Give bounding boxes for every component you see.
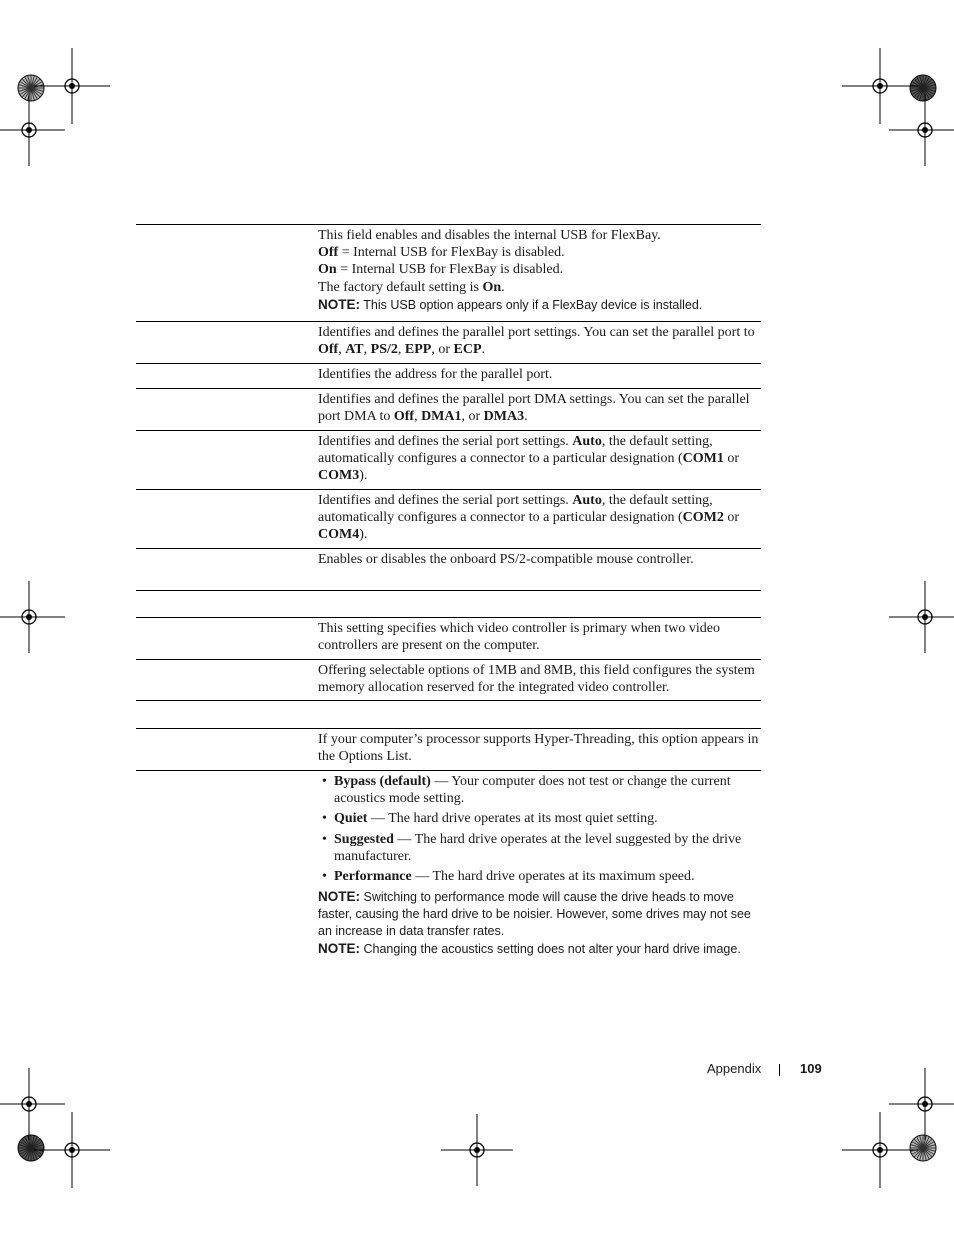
text-run: ).	[359, 527, 368, 543]
description-line	[318, 731, 761, 765]
text-run: .	[501, 279, 505, 295]
row-description	[318, 490, 761, 544]
bold-term: Performance	[334, 869, 412, 885]
text-run: or	[723, 510, 740, 526]
text-run: , or	[461, 409, 484, 425]
bold-term: Suggested	[334, 831, 394, 847]
description-line	[318, 324, 761, 358]
description-line	[318, 227, 761, 244]
description-line	[318, 261, 761, 278]
text-run: This setting specifies which video controller is primary when two video controllers are present on the computer.	[318, 621, 721, 654]
bold-term: DMA3	[483, 409, 525, 425]
registration-crosshair-icon	[441, 1114, 513, 1186]
registration-crosshair-icon	[842, 1112, 918, 1188]
note	[318, 940, 761, 958]
registration-crosshair-icon	[889, 94, 954, 166]
bold-term: Off	[393, 409, 415, 425]
text-run: Identifies and defines the parallel port DMA settings. You can set the parallel port DMA to	[318, 392, 750, 425]
list-item	[318, 773, 761, 807]
bold-term: On	[318, 262, 337, 278]
registration-crosshair-icon	[889, 581, 954, 653]
table-row	[136, 770, 761, 966]
footer-section: Appendix	[707, 1061, 762, 1076]
bold-term: COM4	[318, 527, 360, 543]
row-description	[318, 431, 761, 485]
description-line	[318, 551, 761, 568]
table-row	[136, 548, 761, 590]
text-run: This field enables and disables the internal USB for FlexBay.	[318, 228, 661, 243]
text-run: Identifies and defines the parallel port settings. You can set the parallel port to	[318, 325, 755, 340]
bold-term: PS/2	[370, 342, 398, 358]
footer-separator	[779, 1064, 780, 1076]
description-line	[318, 620, 761, 654]
text-run: If your computer’s processor supports Hyper-Threading, this option appears in the Options List.	[318, 732, 759, 765]
text-run: Offering selectable options of 1MB and 8MB, this field configures the system memory allocation reserved for the integrated video controller.	[318, 663, 755, 696]
description-line	[318, 433, 761, 485]
description-line	[318, 366, 761, 383]
row-description	[318, 729, 761, 765]
row-description	[318, 591, 761, 593]
text-run: Identifies and defines the serial port settings.	[318, 493, 573, 508]
table-row	[136, 363, 761, 388]
registration-crosshair-icon	[34, 1112, 110, 1188]
registration-crosshair-icon	[0, 581, 65, 653]
text-run: .	[524, 409, 528, 425]
bold-term: COM1	[682, 451, 724, 467]
text-run: Identifies and defines the serial port settings.	[318, 434, 573, 449]
text-run: = Internal USB for FlexBay is disabled.	[336, 262, 564, 278]
description-line	[318, 244, 761, 261]
note-text: Switching to performance mode will cause the drive heads to move faster, causing the hard drive to be noisier. However, some drives may not see an increase in data transfer rates.	[318, 890, 751, 939]
row-description	[318, 771, 761, 958]
bold-term: AT	[345, 342, 364, 358]
list-item	[318, 810, 761, 827]
text-run: — The hard drive operates at the level suggested by the drive manufacturer.	[334, 831, 742, 864]
bold-term: On	[482, 279, 502, 295]
bold-term: Bypass (default)	[334, 774, 431, 789]
row-description	[318, 225, 761, 314]
text-run: or	[723, 451, 740, 467]
note-label: NOTE:	[318, 889, 360, 905]
description-line	[318, 279, 761, 296]
text-run: ,	[397, 342, 405, 358]
note-label: NOTE:	[318, 941, 360, 957]
description-line	[318, 662, 761, 696]
table-row	[136, 728, 761, 770]
bold-term: Quiet	[334, 811, 368, 827]
table-row	[136, 388, 761, 430]
text-run: Enables or disables the onboard PS/2-compatible mouse controller.	[318, 552, 694, 567]
text-run: , or	[431, 342, 454, 358]
bold-term: Auto	[572, 434, 602, 449]
list-item	[318, 868, 761, 885]
description-line	[318, 492, 761, 544]
bold-term: COM3	[318, 468, 360, 484]
bold-term: Off	[318, 342, 339, 358]
text-run: — Your computer does not test or change the current acoustics mode setting.	[334, 774, 731, 807]
table-row	[136, 321, 761, 363]
table-row	[136, 430, 761, 489]
bold-term: COM2	[682, 510, 724, 526]
table-row	[136, 700, 761, 728]
bold-term: Off	[318, 245, 339, 261]
text-run: — The hard drive operates at its most quiet setting.	[367, 811, 658, 827]
list-item	[318, 831, 761, 865]
text-run: ,	[363, 342, 371, 358]
text-run: ,	[414, 409, 422, 425]
text-run: , the default setting, automatically configures a connector to a particular designation (	[318, 493, 713, 526]
text-run: The factory default setting is	[318, 279, 483, 295]
bold-term: EPP	[404, 342, 432, 358]
bold-term: DMA1	[421, 409, 462, 425]
settings-table	[136, 224, 761, 966]
description-line	[318, 391, 761, 425]
note-text: This USB option appears only if a FlexBay device is installed.	[363, 297, 703, 312]
text-run: = Internal USB for FlexBay is disabled.	[338, 245, 565, 261]
text-run: ,	[338, 342, 346, 358]
table-row	[136, 224, 761, 321]
text-run: .	[481, 342, 485, 358]
text-run: ).	[359, 468, 368, 484]
option-list	[318, 773, 761, 885]
row-description	[318, 549, 761, 568]
table-row	[136, 659, 761, 700]
page-number: 109	[800, 1061, 822, 1076]
row-description	[318, 660, 761, 696]
note	[318, 296, 761, 314]
table-row	[136, 617, 761, 659]
registration-crosshair-icon	[0, 94, 65, 166]
row-description	[318, 701, 761, 703]
bold-term: ECP	[453, 342, 482, 358]
note	[318, 888, 761, 940]
row-description	[318, 389, 761, 425]
note-label: NOTE:	[318, 296, 360, 312]
table-row	[136, 590, 761, 617]
text-run: — The hard drive operates at its maximum speed.	[411, 869, 695, 885]
text-run: , the default setting, automatically configures a connector to a particular designation (	[318, 434, 713, 467]
row-description	[318, 364, 761, 383]
row-description	[318, 618, 761, 654]
row-description	[318, 322, 761, 358]
text-run: Identifies the address for the parallel port.	[318, 367, 553, 382]
bold-term: Auto	[572, 493, 602, 508]
table-row	[136, 489, 761, 548]
note-text: Changing the acoustics setting does not alter your hard drive image.	[363, 942, 741, 957]
